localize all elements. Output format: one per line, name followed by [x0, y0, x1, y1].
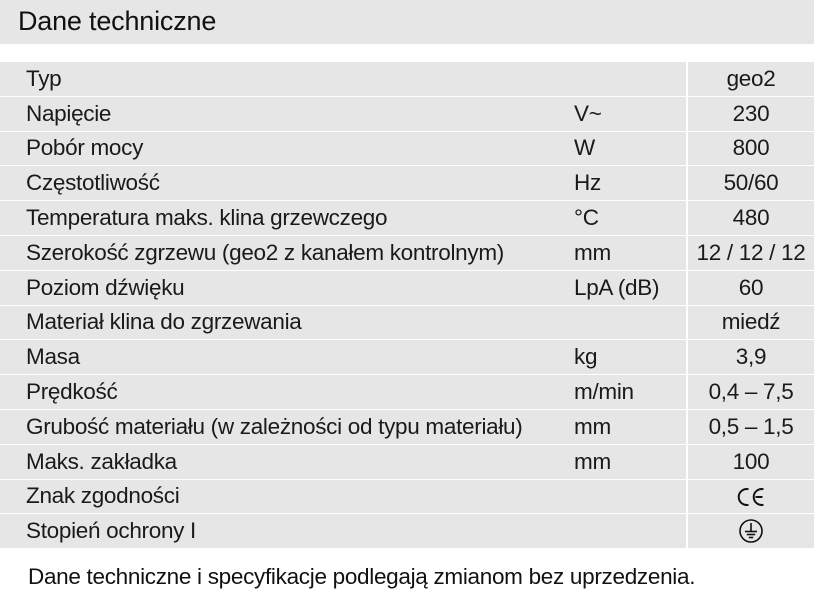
row-unit: kg	[564, 340, 687, 375]
row-value: 0,5 – 1,5	[687, 409, 814, 444]
row-label: Masa	[0, 340, 564, 375]
table-row	[0, 96, 814, 131]
table-row	[0, 305, 814, 340]
row-label: Materiał klina do zgrzewania	[0, 305, 564, 340]
spec-table	[0, 62, 814, 548]
row-value: 12 / 12 / 12	[687, 235, 814, 270]
row-label: Częstotliwość	[0, 166, 564, 201]
disclaimer-note: Dane techniczne i specyfikacje podlegają zmianom bez uprzedzenia.	[28, 564, 696, 589]
row-unit: mm	[564, 444, 687, 479]
row-value: 3,9	[687, 340, 814, 375]
row-value: 50/60	[687, 166, 814, 201]
row-unit: mm	[564, 409, 687, 444]
row-label: Pobór mocy	[0, 131, 564, 166]
row-value: 800	[687, 131, 814, 166]
row-unit: V~	[564, 96, 687, 131]
row-value: 60	[687, 270, 814, 305]
table-row	[0, 409, 814, 444]
row-label: Napięcie	[0, 96, 564, 131]
row-unit: m/min	[564, 375, 687, 410]
row-unit: W	[564, 131, 687, 166]
row-value: 480	[687, 201, 814, 236]
row-unit: Hz	[564, 166, 687, 201]
row-label: Typ	[0, 62, 564, 96]
page-title: Dane techniczne	[18, 6, 217, 36]
row-label: Poziom dźwięku	[0, 270, 564, 305]
title-bar	[0, 0, 814, 44]
table-row	[0, 62, 814, 96]
row-value: 0,4 – 7,5	[687, 375, 814, 410]
table-row	[0, 375, 814, 410]
table-row	[0, 444, 814, 479]
table-row	[0, 166, 814, 201]
row-unit: mm	[564, 235, 687, 270]
row-value	[687, 514, 814, 548]
table-row	[0, 270, 814, 305]
row-label: Znak zgodności	[0, 479, 564, 514]
row-label: Szerokość zgrzewu (geo2 z kanałem kontrolnym)	[0, 235, 564, 270]
table-row	[0, 479, 814, 514]
row-value: geo2	[687, 62, 814, 96]
row-value: 100	[687, 444, 814, 479]
table-row	[0, 201, 814, 236]
row-value: miedź	[687, 305, 814, 340]
protective-earth-icon	[738, 518, 764, 544]
row-unit	[564, 479, 687, 514]
table-row	[0, 340, 814, 375]
ce-mark-icon	[736, 486, 766, 508]
table-row	[0, 235, 814, 270]
row-label: Stopień ochrony I	[26, 518, 197, 544]
row-unit: °C	[564, 201, 687, 236]
row-label: Maks. zakładka	[0, 444, 564, 479]
row-unit	[564, 514, 687, 548]
row-label: Grubość materiału (w zależności od typu materiału)	[0, 409, 564, 444]
row-unit	[564, 305, 687, 340]
row-label: Prędkość	[0, 375, 564, 410]
table-row	[0, 514, 814, 548]
row-value: 230	[687, 96, 814, 131]
row-unit	[564, 62, 687, 96]
row-label: Temperatura maks. klina grzewczego	[0, 201, 564, 236]
row-value	[687, 479, 814, 514]
row-unit: LpA (dB)	[564, 270, 687, 305]
table-row	[0, 131, 814, 166]
